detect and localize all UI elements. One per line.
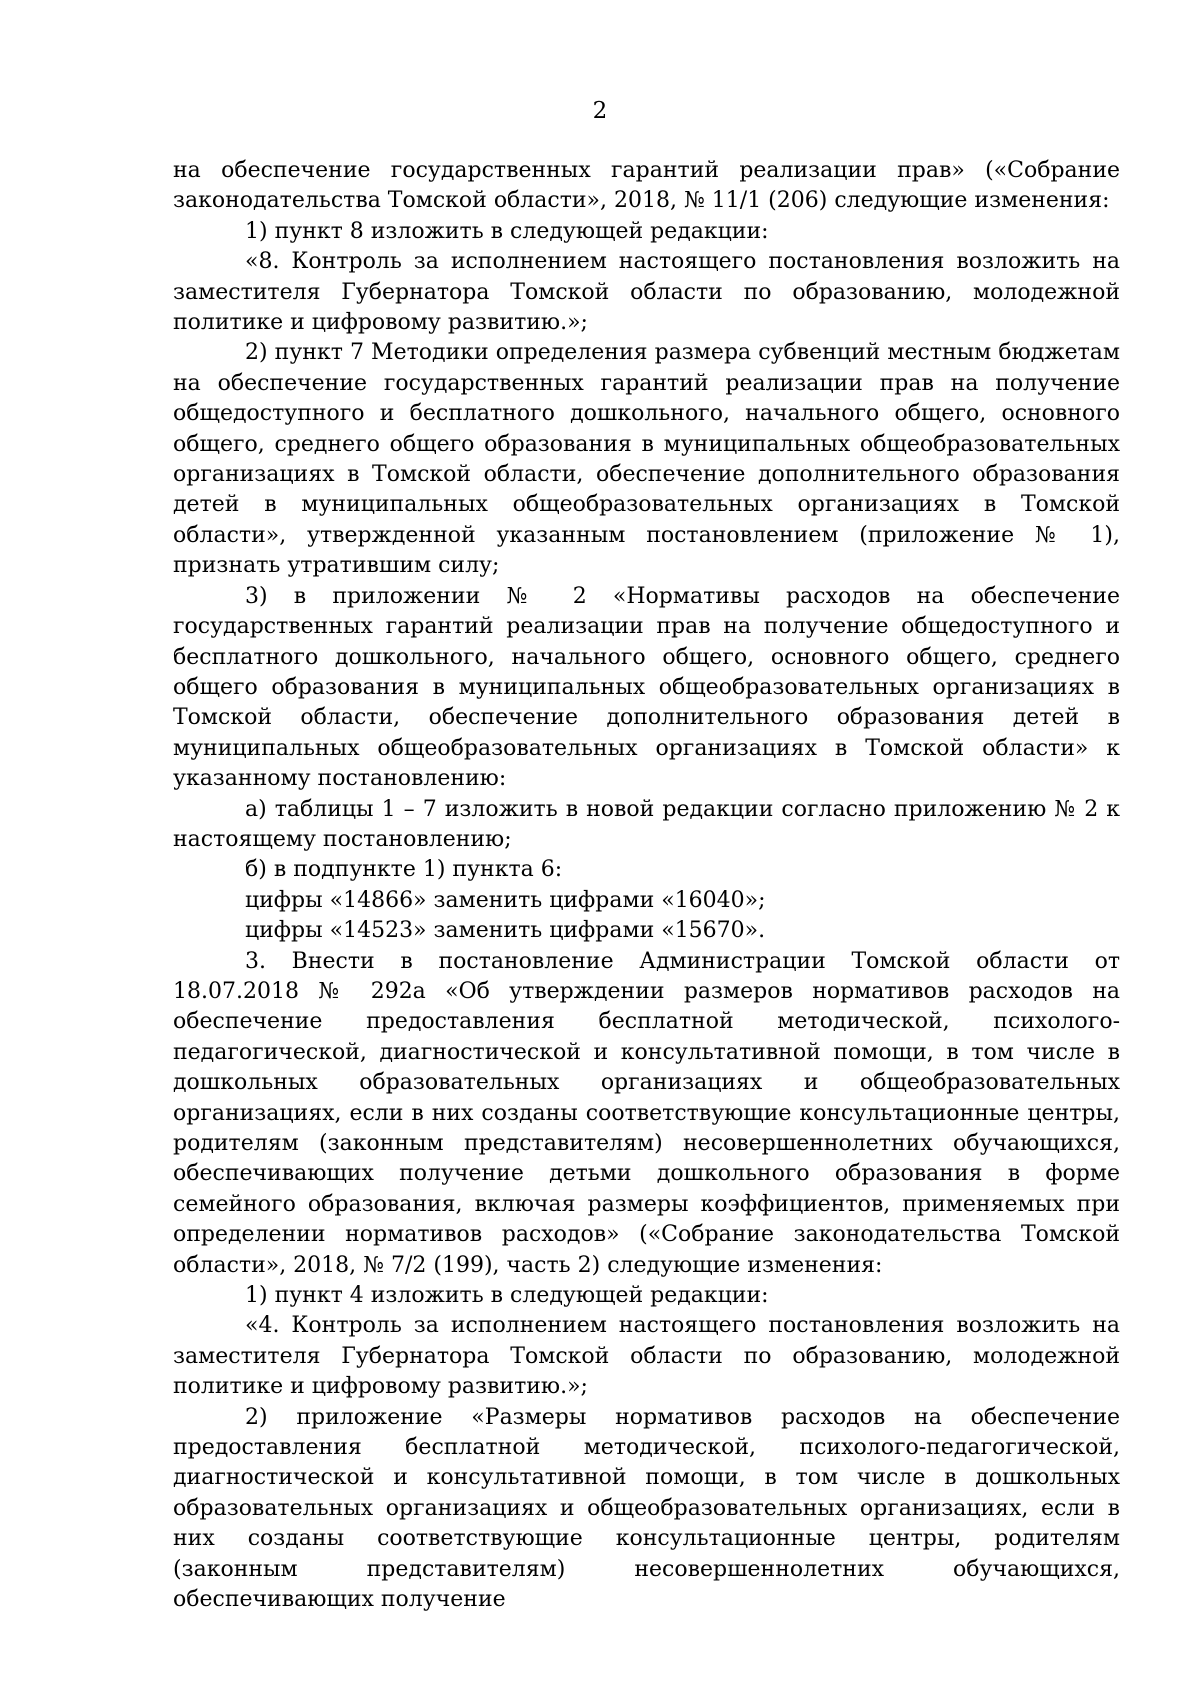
paragraph-item-2-appendix: 2) приложение «Размеры нормативов расходов на обеспечение предоставления бесплатной методической, психолого-педагогической, диагностической и консультативной помощи, в том числе в дошкольных образовательных организациях и общеобразовательных организациях, если в них созданы соответствующие консультационные центры, родителям (законным представителям) несовершеннолетних обучающихся, обеспечивающих получение bbox=[173, 1404, 1120, 1613]
paragraph-item-2-point-7: 2) пункт 7 Методики определения размера субвенций местным бюджетам на обеспечение государственных гарантий реализации прав на получение общедоступного и бесплатного дошкольного, начального общего, основного общего, среднего общего образования в муниципальных общеобразовательных организациях в Томской области, обеспечение дополнительного образования детей в муниципальных общеобразовательных организациях в Томской области», утвержденной указанным постановлением (приложение № 1), признать утратившим силу; bbox=[173, 340, 1120, 579]
page-number: 2 bbox=[592, 98, 608, 124]
paragraph-subitem-a-tables: а) таблицы 1 – 7 изложить в новой редакции согласно приложению № 2 к настоящему постановлению; bbox=[173, 796, 1120, 852]
paragraph-continuation: на обеспечение государственных гарантий реализации прав» («Собрание законодательства Томской области», 2018, № 11/1 (206) следующие изменения: bbox=[173, 158, 1120, 214]
paragraph-digits-replace-1: цифры «14866» заменить цифрами «16040»; bbox=[245, 887, 766, 913]
paragraph-item-1-point-4: 1) пункт 4 изложить в следующей редакции: bbox=[245, 1283, 769, 1309]
document-body bbox=[173, 156, 1120, 1616]
paragraph-digits-replace-2: цифры «14523» заменить цифрами «15670». bbox=[245, 918, 766, 944]
paragraph-quote-point-8: «8. Контроль за исполнением настоящего постановления возложить на заместителя Губернатора Томской области по образованию, молодежной политике и цифровому развитию.»; bbox=[173, 249, 1120, 336]
paragraph-item-1-point-8: 1) пункт 8 изложить в следующей редакции: bbox=[245, 218, 769, 244]
paragraph-subitem-b: б) в подпункте 1) пункта 6: bbox=[245, 857, 563, 883]
paragraph-item-3-appendix-2: 3) в приложении № 2 «Нормативы расходов на обеспечение государственных гарантий реализации прав на получение общедоступного и бесплатного дошкольного, начального общего, основного общего, среднего общего образования в муниципальных общеобразовательных организациях в Томской области, обеспечение дополнительного образования детей в муниципальных общеобразовательных организациях в Томской области» к указанному постановлению: bbox=[173, 583, 1120, 792]
paragraph-section-3: 3. Внести в постановление Администрации Томской области от 18.07.2018 № 292а «Об утверждении размеров нормативов расходов на обеспечение предоставления бесплатной методической, психолого-педагогической, диагностической и консультативной помощи, в том числе в дошкольных образовательных организациях и общеобразовательных организациях, если в них созданы соответствующие консультационные центры, родителям (законным представителям) несовершеннолетних обучающихся, обеспечивающих получение детьми дошкольного образования в форме семейного образования, включая размеры коэффициентов, применяемых при определении нормативов расходов» («Собрание законодательства Томской области», 2018, № 7/2 (199), часть 2) следующие изменения: bbox=[173, 948, 1120, 1278]
paragraph-quote-point-4: «4. Контроль за исполнением настоящего постановления возложить на заместителя Губернатора Томской области по образованию, молодежной политике и цифровому развитию.»; bbox=[173, 1313, 1120, 1400]
